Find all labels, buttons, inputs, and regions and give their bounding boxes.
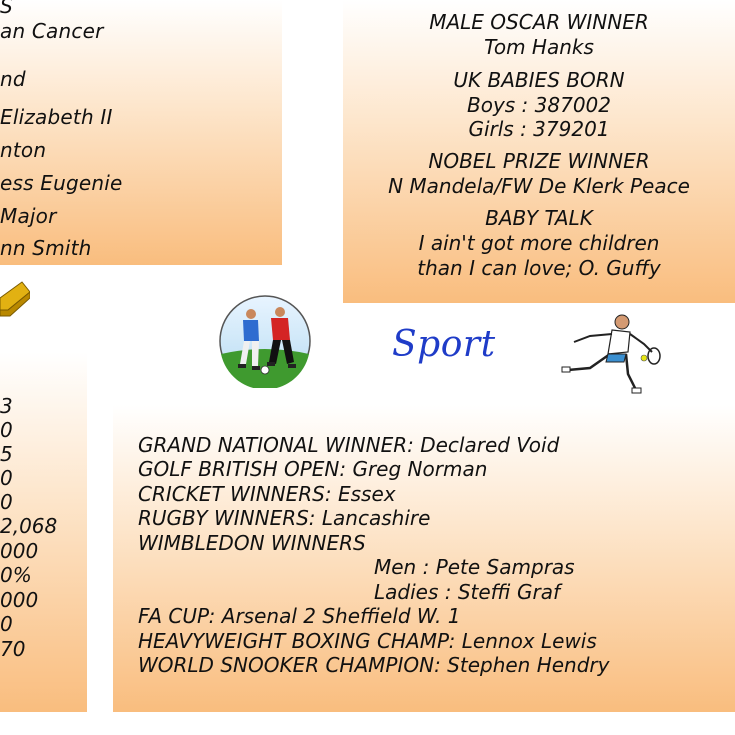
text-line: an Cancer — [0, 19, 104, 43]
text-line: nn Smith — [0, 236, 92, 260]
text-line: Major — [0, 204, 57, 228]
text-line: WIMBLEDON WINNERS — [138, 531, 366, 555]
text-line: 0 — [0, 612, 13, 636]
text-line: Men : Pete Sampras — [374, 555, 575, 579]
text-line: 000 — [0, 539, 39, 563]
text-line: nton — [0, 138, 47, 162]
text-line: Ladies : Steffi Graf — [374, 580, 561, 604]
tennis-player-icon — [560, 310, 666, 394]
text-line: Boys : 387002 — [466, 93, 611, 117]
text-line: CRICKET WINNERS: Essex — [138, 482, 396, 506]
middle-left-panel — [0, 352, 87, 712]
text-line: Tom Hanks — [484, 35, 594, 59]
text-line: 3 — [0, 394, 13, 418]
text-line: 70 — [0, 637, 26, 661]
text-line: GOLF BRITISH OPEN: Greg Norman — [138, 457, 488, 481]
text-line: FA CUP: Arsenal 2 Sheffield W. 1 — [138, 604, 461, 628]
sport-panel — [113, 405, 735, 712]
text-line: RUGBY WINNERS: Lancashire — [138, 506, 431, 530]
text-line: BABY TALK — [485, 206, 593, 230]
football-players-icon — [218, 294, 312, 388]
top-left-panel — [0, 0, 282, 265]
text-line: HEAVYWEIGHT BOXING CHAMP: Lennox Lewis — [138, 629, 597, 653]
top-right-panel — [343, 0, 735, 303]
text-line: NOBEL PRIZE WINNER — [428, 149, 650, 173]
text-line: I ain't got more children — [418, 231, 660, 255]
text-line: WORLD SNOOKER CHAMPION: Stephen Hendry — [138, 653, 610, 677]
text-line: 0% — [0, 563, 32, 587]
text-line: 2,068 — [0, 514, 58, 538]
text-line: nd — [0, 67, 26, 91]
text-line: 0 — [0, 490, 13, 514]
text-line: Elizabeth II — [0, 105, 113, 129]
text-line: 0 — [0, 466, 13, 490]
text-line: 000 — [0, 588, 39, 612]
text-line: UK BABIES BORN — [453, 68, 625, 92]
gold-bar-icon — [0, 278, 30, 322]
text-line: 0 — [0, 418, 13, 442]
text-line: MALE OSCAR WINNER — [429, 10, 649, 34]
text-line: than I can love; O. Guffy — [417, 256, 661, 280]
text-line: ess Eugenie — [0, 171, 123, 195]
text-line: GRAND NATIONAL WINNER: Declared Void — [138, 433, 560, 457]
text-line: 5 — [0, 442, 13, 466]
sport-heading: Sport — [392, 324, 496, 365]
text-line: Girls : 379201 — [468, 117, 610, 141]
text-line: N Mandela/FW De Klerk Peace — [388, 174, 690, 198]
text-line: S — [0, 0, 13, 18]
